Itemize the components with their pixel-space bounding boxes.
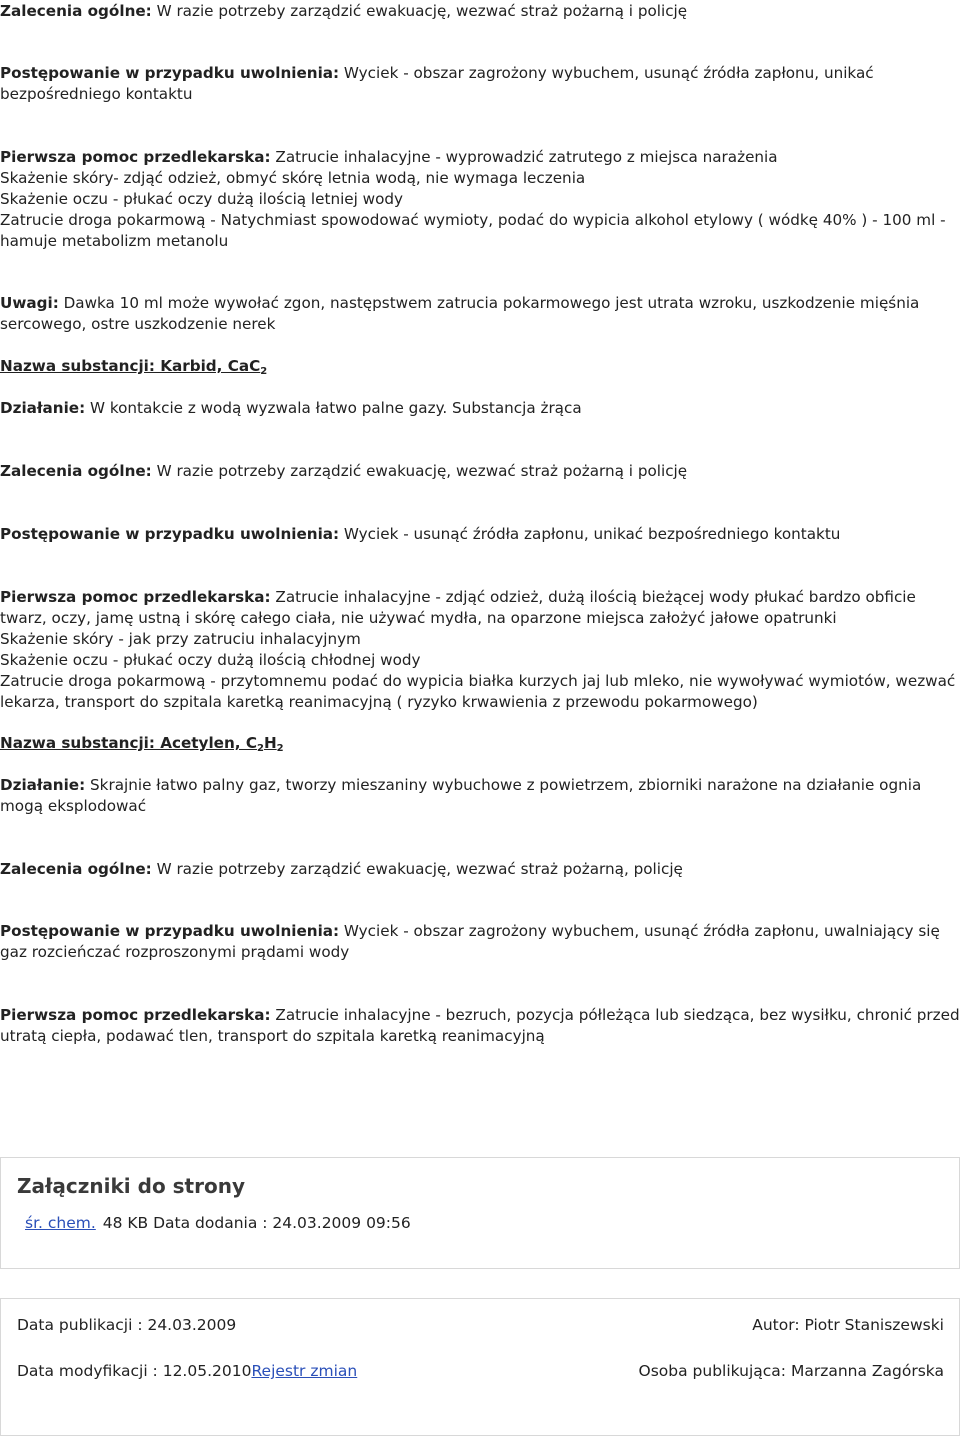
s3-action-label: Działanie: [0, 776, 86, 794]
s2-name-prefix: Nazwa substancji: Karbid, CaC [0, 357, 261, 375]
s2-firstaid [0, 587, 960, 713]
s3-action [0, 775, 960, 817]
s2-release-label: Postępowanie w przypadku uwolnienia: [0, 525, 340, 543]
s2-general [0, 461, 960, 482]
s2-firstaid-text: Zatrucie inhalacyjne - zdjąć odzież, dużą ilością bieżącej wody płukać bardzo obficie twarz, oczy, jamę ustną i skórę całego ciała, nie używać mydła, na oparzone miejsca założyć jałowe opatrunki [0, 588, 916, 627]
s1-firstaid-line: Zatrucie droga pokarmową - Natychmiast spowodować wymioty, podać do wypicia alkohol etylowy ( wódkę 40% ) - 100 ml - hamuje metabolizm metanolu [0, 211, 946, 250]
s3-general-label: Zalecenia ogólne: [0, 860, 152, 878]
s1-firstaid-line: Skażenie skóry- zdjąć odzież, obmyć skórę letnia wodą, nie wymaga leczenia [0, 169, 586, 187]
s3-name-sub: 2 [256, 743, 264, 754]
attachment-link[interactable]: śr. chem. [25, 1214, 96, 1232]
s2-release [0, 524, 960, 545]
s1-release-text: Wyciek - obszar zagrożony wybuchem, usunąć źródła zapłonu, unikać bezpośredniego kontaktu [0, 64, 874, 103]
s1-firstaid-label: Pierwsza pomoc przedlekarska: [0, 148, 271, 166]
s3-firstaid-text: Zatrucie inhalacyjne - bezruch, pozycja półleżąca lub siedząca, bez wysiłku, chronić przed utratą ciepła, podawać tlen, transport do szpitala karetką reanimacyjną [0, 1006, 960, 1045]
s3-release [0, 921, 960, 963]
attachment-info: 48 KB Data dodania : 24.03.2009 09:56 [97, 1214, 411, 1232]
metadata-box [0, 1298, 960, 1436]
s3-general-text: W razie potrzeby zarządzić ewakuację, wezwać straż pożarną, policję [151, 860, 683, 878]
s1-general [0, 1, 960, 22]
s2-firstaid-label: Pierwsza pomoc przedlekarska: [0, 588, 271, 606]
s2-firstaid-line: Skażenie skóry - jak przy zatruciu inhalacyjnym [0, 630, 361, 648]
author: Autor: Piotr Staniszewski [752, 1316, 944, 1334]
modification-date: Data modyfikacji : 12.05.2010 [17, 1362, 252, 1380]
s2-general-text: W razie potrzeby zarządzić ewakuację, wezwać straż pożarną i policję [151, 462, 688, 480]
s1-general-label: Zalecenia ogólne: [0, 2, 152, 20]
attachments-title: Załączniki do strony [17, 1174, 245, 1198]
changelog-link[interactable]: Rejestr zmian [251, 1362, 358, 1380]
s3-release-text: Wyciek - obszar zagrożony wybuchem, usunąć źródła zapłonu, uwalniający się gaz rozcieńczać rozproszonymi prądami wody [0, 922, 940, 961]
s1-firstaid-line: Skażenie oczu - płukać oczy dużą ilością letniej wody [0, 190, 404, 208]
s1-release [0, 63, 960, 105]
s2-firstaid-line: Skażenie oczu - płukać oczy dużą ilością chłodnej wody [0, 651, 421, 669]
s1-notes [0, 293, 960, 335]
s2-name-sub: 2 [260, 366, 268, 377]
s1-notes-text: Dawka 10 ml może wywołać zgon, następstwem zatrucia pokarmowego jest utrata wzroku, uszkodzenie mięśnia sercowego, ostre uszkodzenie nerek [0, 294, 920, 333]
s3-action-text: Skrajnie łatwo palny gaz, tworzy mieszaniny wybuchowe z powietrzem, zbiorniki narażone na działanie ognia mogą eksplodować [0, 776, 922, 815]
s1-notes-label: Uwagi: [0, 294, 59, 312]
s3-firstaid-label: Pierwsza pomoc przedlekarska: [0, 1006, 271, 1024]
s2-firstaid-line: Zatrucie droga pokarmową - przytomnemu podać do wypicia białka kurzych jaj lub mleko, nie wywoływać wymiotów, wezwać lekarza, transport do szpitala karetką reanimacyjną ( ryzyko krwawienia z przewodu pokarmowego) [0, 672, 956, 711]
s2-action-label: Działanie: [0, 399, 86, 417]
s2-general-label: Zalecenia ogólne: [0, 462, 152, 480]
s1-firstaid [0, 147, 960, 252]
publisher: Osoba publikująca: Marzanna Zagórska [638, 1362, 944, 1380]
s1-firstaid-head [0, 147, 960, 168]
s1-release-label: Postępowanie w przypadku uwolnienia: [0, 64, 340, 82]
s2-substance-name [0, 356, 960, 377]
attachment-item [23, 1213, 411, 1234]
s3-release-label: Postępowanie w przypadku uwolnienia: [0, 922, 340, 940]
s3-firstaid [0, 1005, 960, 1047]
s2-firstaid-head [0, 587, 960, 629]
s3-substance-name [0, 733, 960, 754]
modification-row [17, 1361, 357, 1382]
s3-general [0, 859, 960, 880]
s2-release-text: Wyciek - usunąć źródła zapłonu, unikać bezpośredniego kontaktu [339, 525, 841, 543]
s3-name-sub: 2 [276, 743, 284, 754]
attachments-box [0, 1157, 960, 1269]
s1-firstaid-text: Zatrucie inhalacyjne - wyprowadzić zatrutego z miejsca narażenia [270, 148, 778, 166]
s3-name-prefix: Nazwa substancji: Acetylen, C [0, 734, 257, 752]
s2-action-text: W kontakcie z wodą wyzwala łatwo palne gazy. Substancja żrąca [85, 399, 582, 417]
publication-date: Data publikacji : 24.03.2009 [17, 1316, 237, 1334]
s1-general-text: W razie potrzeby zarządzić ewakuację, wezwać straż pożarną i policję [151, 2, 688, 20]
s2-action [0, 398, 960, 419]
s3-name-mid: H [263, 734, 277, 752]
